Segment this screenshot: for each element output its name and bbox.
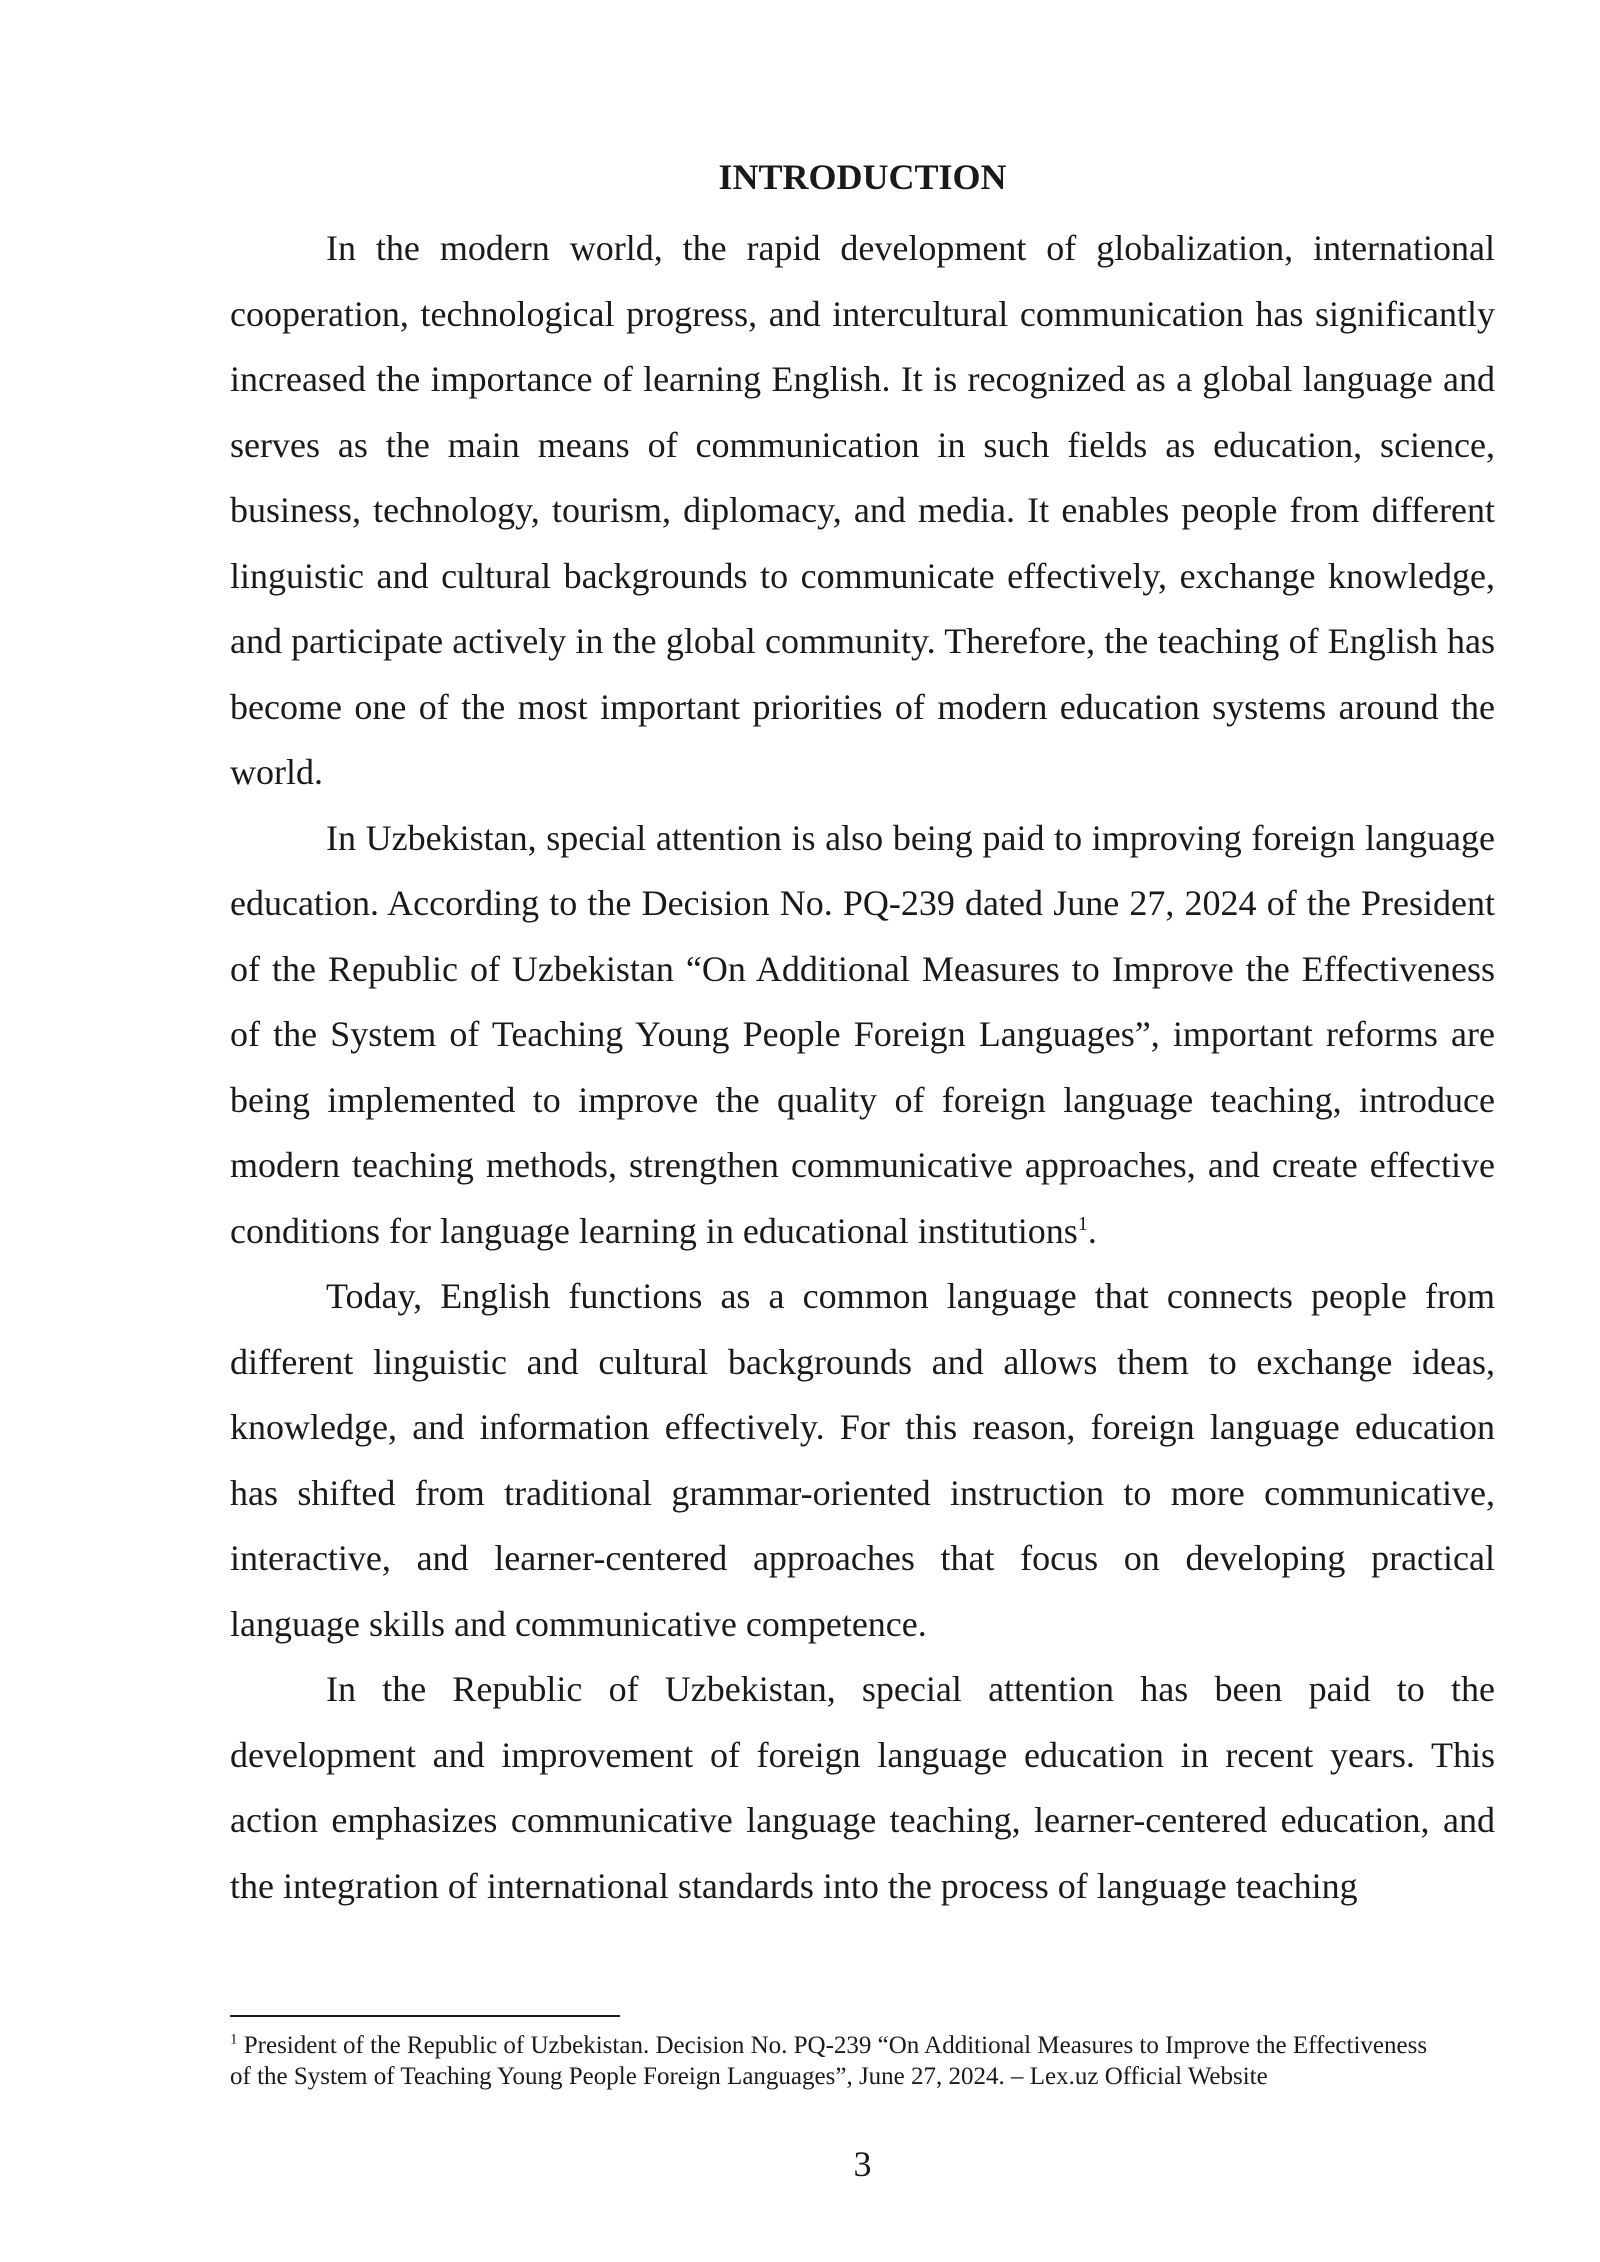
page-body	[230, 150, 1495, 1919]
footnote-separator	[230, 2015, 620, 2017]
footnote-reference[interactable]: 1	[1077, 1212, 1088, 1235]
paragraph-2-text: In Uzbekistan, special attention is also being paid to improving foreign language education. According to the Decision No. PQ-239 dated June 27, 2024 of the President of the Republic of Uzbekistan “On Additional Measures to Improve the Effectiveness of the System of Teaching Young People Foreign Languages”, important reforms are being implemented to improve the quality of foreign language teaching, introduce modern teaching methods, strengthen communicative approaches, and create effective conditions for language learning in educational institutions	[230, 817, 1495, 1251]
section-title: INTRODUCTION	[718, 157, 1007, 197]
paragraph-2-end: .	[1087, 1210, 1097, 1251]
paragraph-1: In the modern world, the rapid development of globalization, international cooperation, technological progress, and intercultural communication has significantly increased the importance of learning English. It is recognized as a global language and serves as the main means of communication in such fields as education, science, business, technology, tourism, diplomacy, and media. It enables people from different linguistic and cultural backgrounds to communicate effectively, exchange knowledge, and participate actively in the global community. Therefore, the teaching of English has become one of the most important priorities of modern education systems around the world.	[230, 228, 1495, 792]
paragraph-3: Today, English functions as a common language that connects people from different linguistic and cultural backgrounds and allows them to exchange ideas, knowledge, and information effectively. For this reason, foreign language education has shifted from traditional grammar-oriented instruction to more communicative, interactive, and learner-centered approaches that focus on developing practical language skills and communicative competence.	[230, 1276, 1495, 1644]
footnote-text: President of the Republic of Uzbekistan. Decision No. PQ-239 “On Additional Measures to Improve the Effectiveness of the System of Teaching Young People Foreign Languages”, June 27, 2024. – Lex.uz Official Website	[230, 2032, 1428, 2090]
paragraph-2	[230, 806, 1495, 1265]
page-number: 3	[853, 2144, 872, 2184]
footnote	[230, 2030, 1430, 2092]
paragraph-4: In the Republic of Uzbekistan, special attention has been paid to the development and improvement of foreign language education in recent years. This action emphasizes communicative language teaching, learner-centered education, and the integration of international standards into the process of language teaching	[230, 1669, 1495, 1906]
footnote-marker: 1	[230, 2031, 238, 2048]
